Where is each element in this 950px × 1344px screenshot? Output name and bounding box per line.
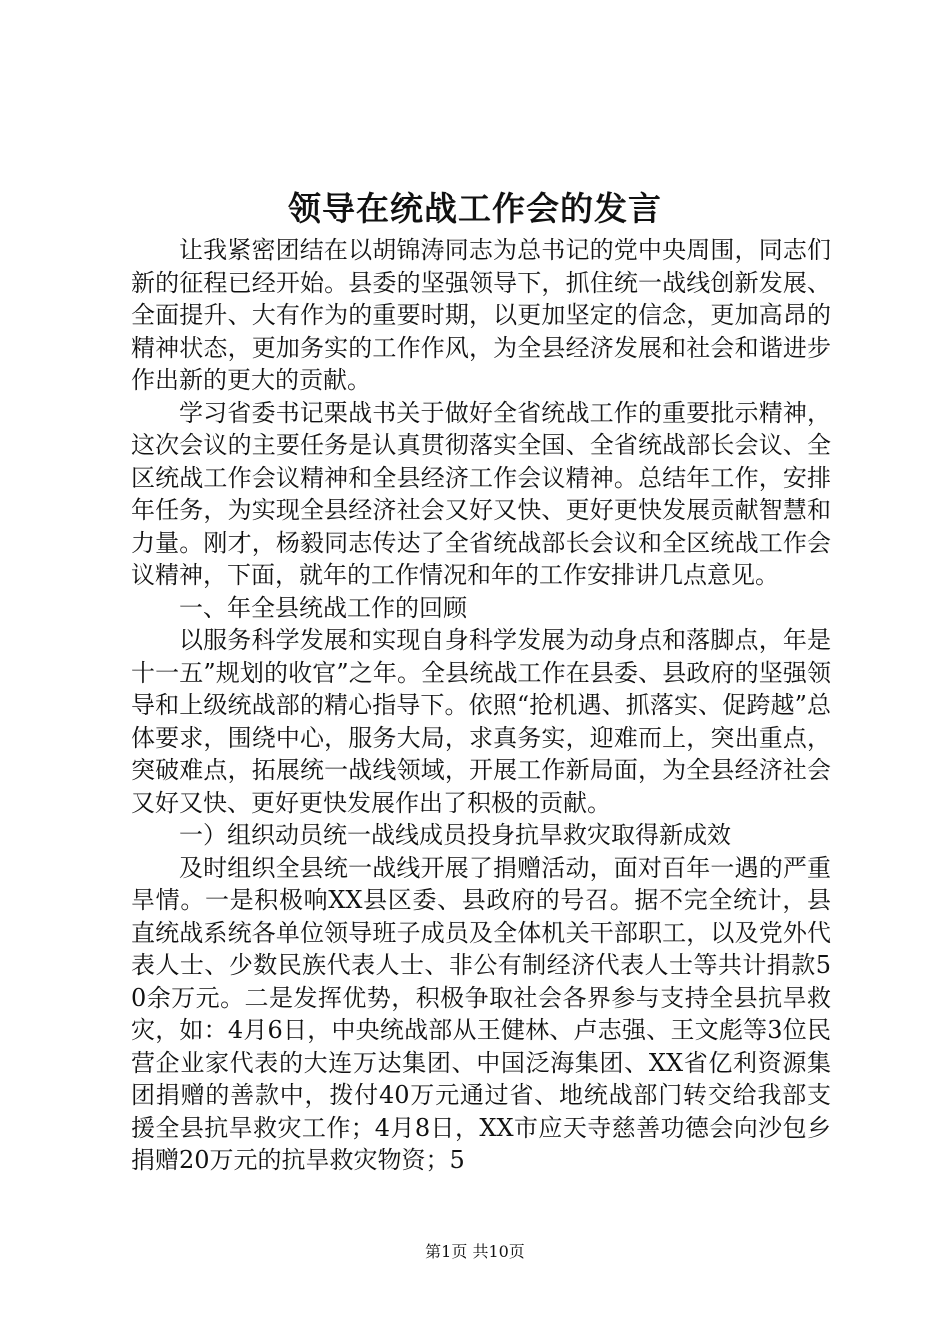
paragraph-intro: 让我紧密团结在以胡锦涛同志为总书记的党中央周围，同志们新的征程已经开始。县委的坚强领导下，抓住统一战线创新发展、全面提升、大有作为的重要时期，以更加坚定的信念，更加高昂的精神状态，更加务实的工作作风，为全县经济发展和社会和谐进步作出新的更大的贡献。 bbox=[131, 236, 831, 394]
subsection-heading-drought-relief: 一）组织动员统一战线成员投身抗旱救灾取得新成效 bbox=[179, 821, 731, 849]
paragraph-drought-relief: 及时组织全县统一战线开展了捐赠活动，面对百年一遇的严重旱情。一是积极响XX县区委、县政府的号召。据不完全统计，县直统战系统各单位领导班子成员及全体机关干部职工，以及党外代表人士、少数民族代表人士、非公有制经济代表人士等共计捐款50余万元。二是发挥优势，积极争取社会各界参与支持全县抗旱救灾，如：4月6日，中央统战部从王健林、卢志强、王文彪等3位民营企业家代表的大连万达集团、中国泛海集团、XX省亿利资源集团捐赠的善款中，拨付40万元通过省、地统战部门转交给我部支援全县抗旱救灾工作；4月8日，XX市应天寺慈善功德会向沙包乡捐赠20万元的抗旱救灾物资；5 bbox=[131, 853, 831, 1174]
section-heading-review: 一、年全县统战工作的回顾 bbox=[179, 593, 467, 622]
document-title: 领导在统战工作会的发言 bbox=[288, 189, 662, 228]
document-body bbox=[131, 234, 831, 1177]
paragraph-meeting-tasks: 学习省委书记栗战书关于做好全省统战工作的重要批示精神，这次会议的主要任务是认真贯彻落实全国、全省统战部长会议、全区统战工作会议精神和全县经济工作会议精神。总结年工作，安排年任务，为实现全县经济社会又好又快、更好更快发展贡献智慧和力量。刚才，杨毅同志传达了全省统战部长会议和全区统战工作会议精神，下面，就年的工作情况和年的工作安排讲几点意见。 bbox=[131, 398, 831, 589]
page-footer: 第1页 共10页 bbox=[425, 1242, 525, 1261]
paragraph-review: 以服务科学发展和实现自身科学发展为动身点和落脚点，年是十一五”规划的收官”之年。全县统战工作在县委、县政府的坚强领导和上级统战部的精心指导下。依照“抢机遇、抓落实、促跨越”总体要求，围绕中心，服务大局，求真务实，迎难而上，突出重点，突破难点，拓展统一战线领域，开展工作新局面，为全县经济社会又好又快、更好更快发展作出了积极的贡献。 bbox=[131, 626, 831, 817]
